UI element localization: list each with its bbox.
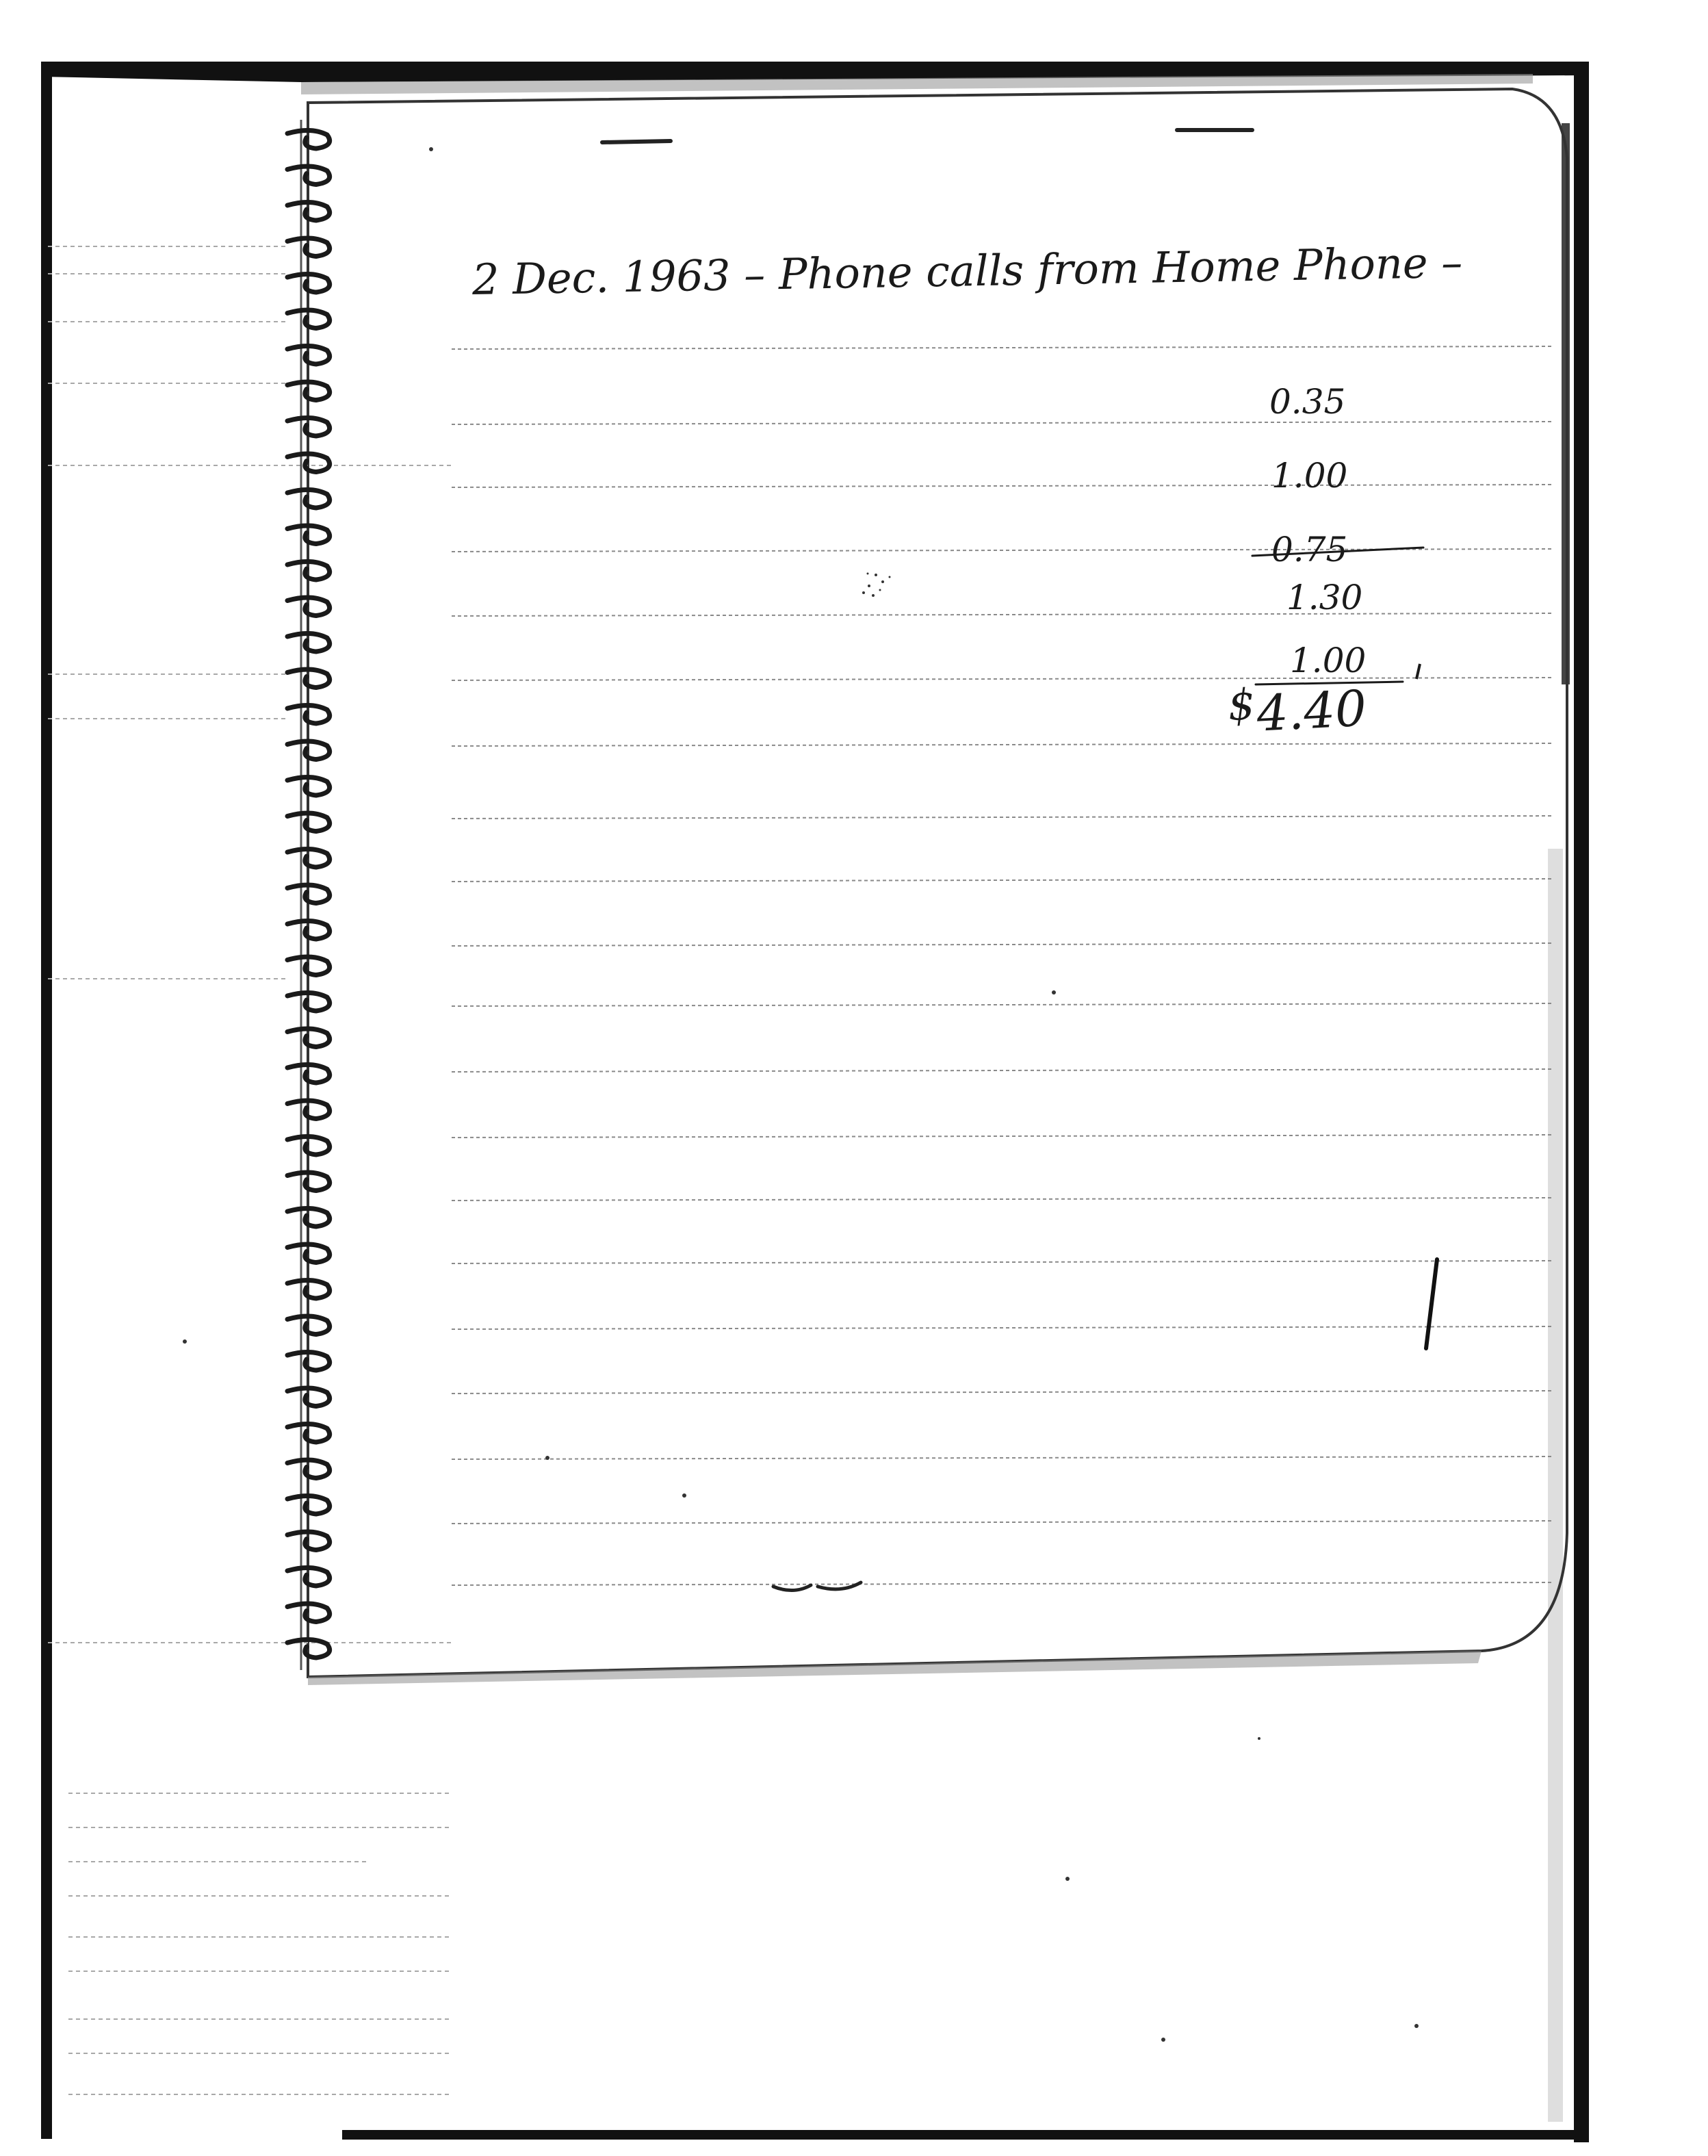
currency-symbol: $ bbox=[1226, 678, 1256, 730]
ruled-lines bbox=[452, 346, 1553, 1585]
scan-left-edge bbox=[41, 62, 52, 2139]
note-title: 2 Dec. 1963 – Phone calls from Home Phone – bbox=[471, 237, 1463, 305]
page-number-mark bbox=[1426, 1259, 1437, 1348]
total-value: 4.40 bbox=[1255, 679, 1368, 743]
total-amount bbox=[1226, 677, 1368, 743]
scan-right-edge bbox=[1574, 62, 1589, 2142]
amount-4: 1.30 bbox=[1286, 578, 1363, 617]
total-tick-mark bbox=[1416, 664, 1420, 679]
notebook-page-outline bbox=[308, 89, 1567, 1677]
amount-3: 0.75 bbox=[1271, 530, 1348, 569]
header-marks bbox=[602, 130, 1252, 142]
scan-right-speckle bbox=[1548, 849, 1563, 2122]
amount-1: 0.35 bbox=[1269, 382, 1346, 422]
notebook-bottom-shadow bbox=[308, 1651, 1481, 1685]
amount-2: 1.00 bbox=[1271, 456, 1348, 496]
amount-5: 1.00 bbox=[1290, 641, 1367, 680]
margin-ghost-lines bbox=[48, 246, 452, 2094]
scan-bottom-edge bbox=[342, 2130, 1589, 2140]
scan-specks bbox=[183, 147, 1419, 2042]
